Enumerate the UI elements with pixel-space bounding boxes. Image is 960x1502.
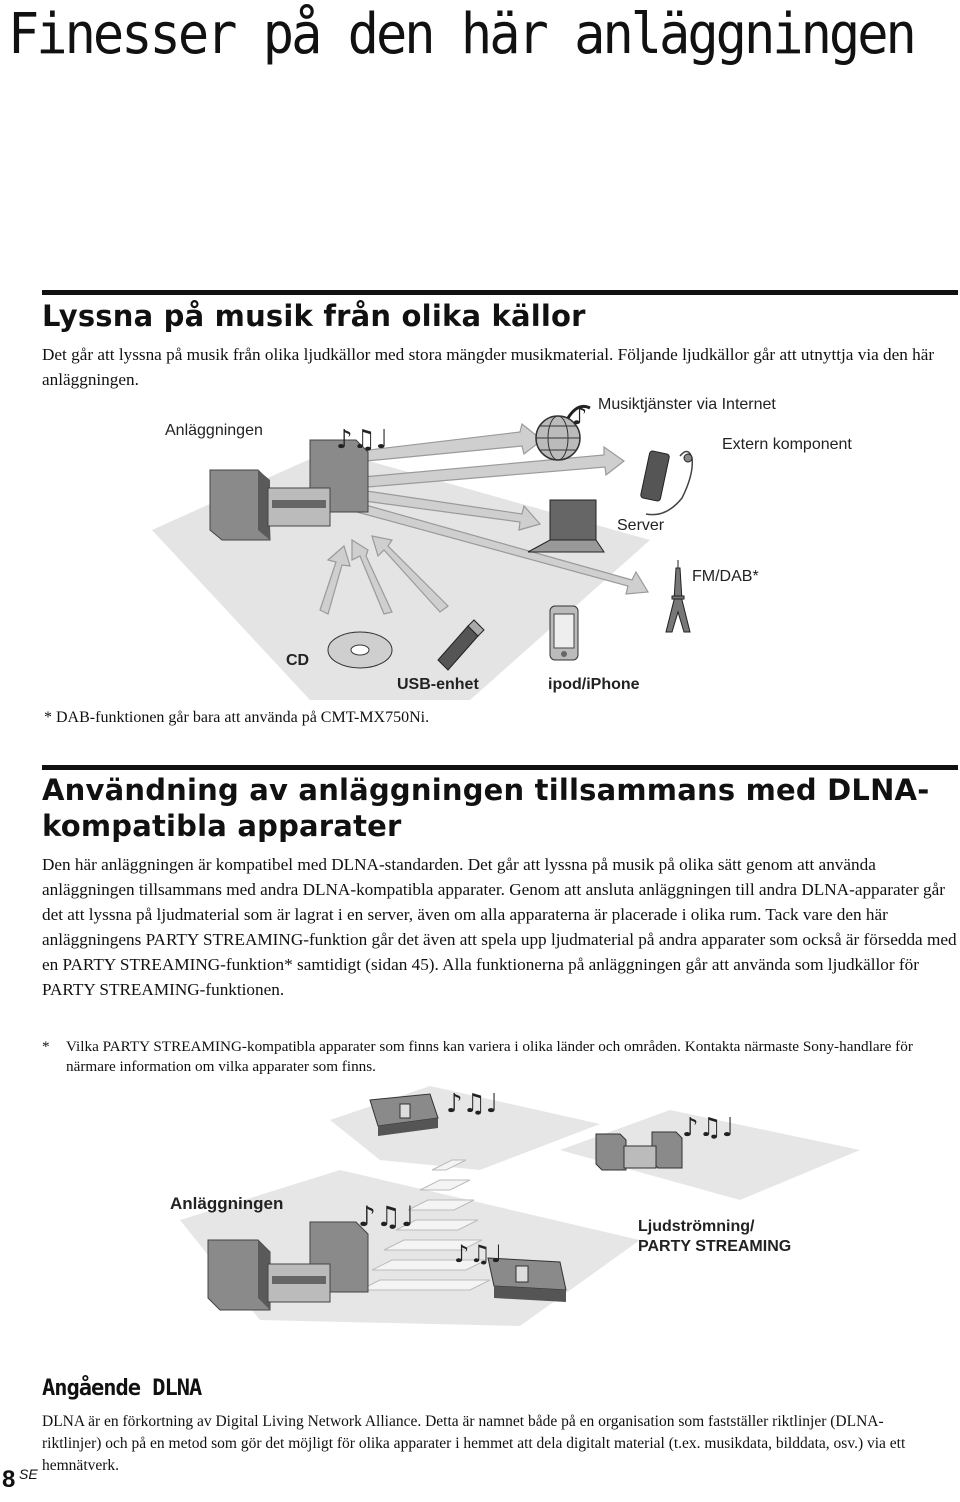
label-usb-enhet: USB-enhet (397, 676, 479, 693)
footnote-party-streaming: Vilka PARTY STREAMING-kompatibla apparater som finns kan variera i olika länder och områden. Kontakta närmaste Sony-handlare för närmare information om vilka apparater som finns. (66, 1038, 913, 1075)
music-notes-icon: ♪♫♩ (682, 1113, 735, 1143)
label-server: Server (617, 517, 665, 534)
section-rule (42, 290, 958, 295)
section-paragraph-sources: Det går att lyssna på musik från olika ljudkällor med stora mängder musikmaterial. Följande ljudkällor går att utnyttja via den här anläggningen. (42, 345, 935, 389)
tower-icon (666, 560, 690, 632)
label-fmdab: FM/DAB* (692, 568, 759, 585)
music-notes-icon: ♪♫♩ (446, 1089, 499, 1119)
section-heading-about-dlna: Angående DLNA (42, 1376, 202, 1401)
section-paragraph-dlna: Den här anläggningen är kompatibel med DLNA-standarden. Det går att lyssna på musik på olika sätt genom att använda anläggningen tillsammans med andra DLNA-kompatibla apparater. Genom att ansluta anläggningen till andra DLNA-apparater går det att lyssna på ljudmaterial som är lagrat i en server, även om alla apparaterna är placerade i olika rum. Tack vare den här anläggningens PARTY STREAMING-funktion går det även att spela upp ljudmaterial på andra apparater som också är försedda med en PARTY STREAMING-funktion* samtidigt (sidan 45). Alla funktionerna på anläggningen går att använda som ljudkällor för PARTY STREAMING-funktionen. (42, 855, 957, 999)
label-anlaggningen: Anläggningen (165, 422, 263, 439)
heading-line-1: Användning av anläggningen tillsammans med DLNA- (42, 773, 930, 807)
cd-icon (328, 632, 392, 668)
section-heading-sources: Lyssna på musik från olika källor (42, 299, 586, 333)
section-rule (42, 765, 958, 770)
music-notes-icon: ♪♫♩ (454, 1240, 503, 1268)
heading-line-2: kompatibla apparater (42, 809, 402, 843)
label-anlaggningen-2: Anläggningen (170, 1194, 284, 1213)
page-number: 8 (2, 1466, 16, 1493)
music-notes-icon: ♪♫♩ (358, 1200, 415, 1233)
label-cd: CD (286, 652, 310, 669)
section-heading-dlna (42, 772, 958, 844)
walkman-icon (640, 450, 692, 514)
page-title: Finesser på den här anläggningen (8, 2, 914, 67)
label-extern-komponent: Extern komponent (722, 436, 852, 453)
svg-text:♪: ♪ (572, 402, 588, 430)
ipod-icon (550, 606, 578, 660)
music-notes-icon: ♪♫♩ (336, 425, 389, 455)
label-musiktjanster: Musiktjänster via Internet (598, 396, 776, 413)
footnote-mark: * (42, 1038, 50, 1055)
section-paragraph-about-dlna: DLNA är en förkortning av Digital Living Network Alliance. Detta är namnet både på en organisation som fastställer riktlinjer (DLNA-riktlinjer) och på en metod som gör det möjligt för olika apparater i hemmet att dela digitalt material (t.ex. musikdata, bilddata, osv.) via ett hemnätverk. (42, 1413, 906, 1474)
label-ljudstromning: Ljudströmning/ (638, 1218, 755, 1235)
globe-icon (536, 402, 590, 460)
label-party-streaming: PARTY STREAMING (638, 1238, 792, 1255)
footnote-dab: * DAB-funktionen går bara att använda på CMT-MX750Ni. (44, 709, 430, 726)
page-number-suffix: SE (19, 1466, 38, 1482)
label-ipod-iphone: ipod/iPhone (548, 676, 640, 693)
